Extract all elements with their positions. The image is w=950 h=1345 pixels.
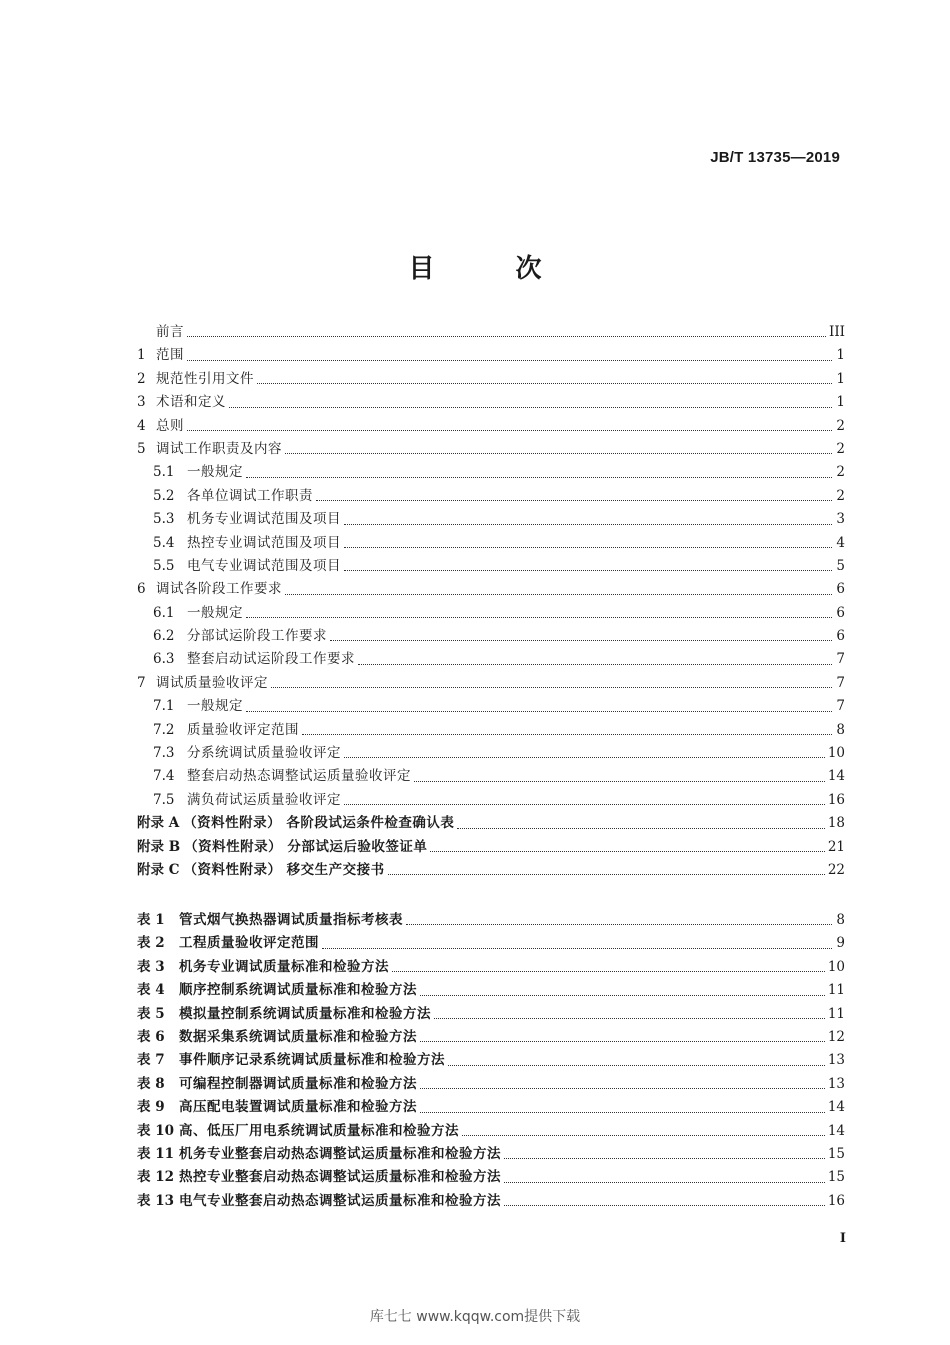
- entry-number: 5.1: [153, 464, 175, 481]
- entry-number: 7: [137, 674, 146, 691]
- table-of-contents: [137, 321, 845, 882]
- entry-title: 热控专业调试范围及项目: [187, 534, 341, 551]
- entry-title: 整套启动热态调整试运质量验收评定: [187, 768, 411, 785]
- dot-leader: [246, 477, 832, 478]
- entry-title: 前言: [156, 324, 184, 340]
- toc-entry[interactable]: [137, 602, 845, 625]
- entry-title: 术语和定义: [156, 394, 226, 411]
- dot-leader: [448, 1065, 825, 1066]
- entry-number: 2: [137, 370, 146, 387]
- entry-page-number: 12: [827, 1028, 845, 1045]
- entry-title: 电气专业整套启动热态调整试运质量标准和检验方法: [179, 1192, 501, 1209]
- entry-page-number: 7: [836, 651, 845, 668]
- table-entry[interactable]: [137, 979, 845, 1002]
- toc-entry[interactable]: [137, 625, 845, 648]
- entry-number: 5.3: [153, 511, 175, 528]
- entry-page-number: 5: [836, 557, 845, 574]
- entry-title: 机务专业调试范围及项目: [187, 511, 341, 528]
- table-entry[interactable]: [137, 1120, 845, 1143]
- entry-number: 表 6: [137, 1028, 165, 1045]
- toc-entry[interactable]: [137, 812, 845, 835]
- dot-leader: [430, 851, 824, 852]
- entry-number: 5: [137, 440, 146, 457]
- entry-number: 7.4: [153, 768, 175, 785]
- entry-page-number: 9: [836, 935, 845, 952]
- entry-page-number: 8: [836, 721, 845, 738]
- entry-number: 6.3: [153, 651, 175, 668]
- dot-leader: [246, 617, 832, 618]
- dot-leader: [392, 971, 825, 972]
- toc-entry[interactable]: [137, 859, 845, 882]
- entry-title: 一般规定: [187, 698, 243, 715]
- entry-page-number: III: [829, 324, 845, 340]
- entry-page-number: 21: [827, 838, 845, 855]
- entry-number: 表 3: [137, 958, 165, 975]
- entry-title: 工程质量验收评定范围: [179, 935, 319, 952]
- toc-entry[interactable]: [137, 532, 845, 555]
- entry-page-number: 2: [836, 417, 845, 434]
- entry-page-number: 1: [836, 347, 845, 364]
- dot-leader: [344, 804, 825, 805]
- entry-page-number: 7: [836, 698, 845, 715]
- table-entry[interactable]: [137, 1190, 845, 1213]
- entry-number: 表 7: [137, 1052, 165, 1069]
- entry-number: 表 2: [137, 935, 165, 952]
- entry-title: 调试工作职责及内容: [156, 440, 282, 457]
- entry-page-number: 4: [836, 534, 845, 551]
- entry-number: 表 9: [137, 1099, 165, 1116]
- toc-entry[interactable]: [137, 485, 845, 508]
- entry-title: 高、低压厂用电系统调试质量标准和检验方法: [179, 1122, 459, 1139]
- entry-page-number: 6: [836, 581, 845, 598]
- table-entry[interactable]: [137, 1166, 845, 1189]
- dot-leader: [420, 1112, 825, 1113]
- table-entry[interactable]: [137, 1096, 845, 1119]
- entry-page-number: 14: [827, 768, 845, 785]
- dot-leader: [187, 336, 826, 337]
- entry-page-number: 8: [836, 912, 845, 928]
- table-entry[interactable]: [137, 1143, 845, 1166]
- toc-entry[interactable]: [137, 368, 845, 391]
- entry-number: 5.5: [153, 557, 175, 574]
- entry-number: 表 11: [137, 1145, 174, 1162]
- dot-leader: [302, 734, 832, 735]
- dot-leader: [344, 757, 825, 758]
- dot-leader: [344, 524, 832, 525]
- entry-page-number: 18: [827, 815, 845, 832]
- entry-page-number: 16: [827, 791, 845, 808]
- entry-page-number: 11: [827, 1005, 845, 1022]
- entry-page-number: 10: [827, 958, 845, 975]
- dot-leader: [187, 360, 832, 361]
- dot-leader: [420, 1088, 825, 1089]
- entry-number: 6: [137, 581, 146, 598]
- entry-page-number: 14: [827, 1122, 845, 1139]
- dot-leader: [457, 828, 824, 829]
- dot-leader: [322, 948, 832, 949]
- table-entry[interactable]: [137, 1049, 845, 1072]
- entry-title: 机务专业调试质量标准和检验方法: [179, 958, 389, 975]
- dot-leader: [504, 1158, 825, 1159]
- toc-entry[interactable]: [137, 344, 845, 367]
- entry-page-number: 2: [836, 464, 845, 481]
- entry-page-number: 16: [827, 1192, 845, 1209]
- dot-leader: [229, 407, 832, 408]
- entry-page-number: 13: [827, 1075, 845, 1092]
- dot-leader: [257, 383, 832, 384]
- toc-entry[interactable]: [137, 672, 845, 695]
- entry-title: 高压配电装置调试质量标准和检验方法: [179, 1099, 417, 1116]
- entry-title: 整套启动试运阶段工作要求: [187, 651, 355, 668]
- dot-leader: [344, 570, 832, 571]
- entry-page-number: 6: [836, 604, 845, 621]
- entry-title: 调试各阶段工作要求: [156, 581, 282, 598]
- entry-title: 一般规定: [187, 464, 243, 481]
- toc-entry[interactable]: [137, 321, 845, 344]
- dot-leader: [344, 547, 832, 548]
- entry-number: 5.4: [153, 534, 175, 551]
- page-number: I: [839, 1231, 846, 1246]
- entry-number: 附录 C: [137, 861, 180, 878]
- entry-title: 一般规定: [187, 604, 243, 621]
- standard-code: JB/T 13735—2019: [710, 149, 840, 166]
- dot-leader: [462, 1135, 825, 1136]
- entry-page-number: 11: [827, 982, 845, 999]
- entry-number: 7.5: [153, 791, 175, 808]
- dot-leader: [187, 430, 832, 431]
- entry-number: 表 10: [137, 1122, 174, 1139]
- table-entry[interactable]: [137, 956, 845, 979]
- entry-number: 7.2: [153, 721, 175, 738]
- entry-title: 可编程控制器调试质量标准和检验方法: [179, 1075, 417, 1092]
- entry-title: 事件顺序记录系统调试质量标准和检验方法: [179, 1052, 445, 1069]
- toc-entry[interactable]: [137, 508, 845, 531]
- entry-number: 表 1: [137, 912, 165, 928]
- table-entry[interactable]: [137, 932, 845, 955]
- dot-leader: [504, 1182, 825, 1183]
- entry-title: （资料性附录） 分部试运后验收签证单: [184, 838, 428, 855]
- list-of-tables: [137, 909, 845, 1213]
- entry-number: 7.1: [153, 698, 175, 715]
- entry-title: 满负荷试运质量验收评定: [187, 791, 341, 808]
- dot-leader: [246, 711, 832, 712]
- table-entry[interactable]: [137, 1073, 845, 1096]
- toc-entry[interactable]: [137, 695, 845, 718]
- download-footer: 库七七 www.kqqw.com提供下载: [369, 1309, 581, 1325]
- entry-number: 1: [137, 347, 146, 364]
- dot-leader: [271, 687, 832, 688]
- entry-number: 附录 B: [137, 838, 181, 855]
- entry-page-number: 6: [836, 628, 845, 645]
- dot-leader: [406, 924, 832, 925]
- entry-page-number: 1: [836, 394, 845, 411]
- table-entry[interactable]: [137, 1026, 845, 1049]
- entry-number: 表 5: [137, 1005, 165, 1022]
- entry-title: 总则: [156, 417, 184, 434]
- entry-number: 表 12: [137, 1169, 174, 1186]
- entry-title: 管式烟气换热器调试质量指标考核表: [179, 912, 403, 928]
- dot-leader: [420, 995, 825, 996]
- page-title: 目 次: [408, 254, 578, 284]
- entry-title: （资料性附录） 移交生产交接书: [183, 861, 385, 878]
- entry-page-number: 2: [836, 487, 845, 504]
- dot-leader: [358, 664, 832, 665]
- entry-page-number: 22: [827, 861, 845, 878]
- toc-entry[interactable]: [137, 789, 845, 812]
- entry-title: 数据采集系统调试质量标准和检验方法: [179, 1028, 417, 1045]
- entry-number: 3: [137, 394, 146, 411]
- entry-number: 4: [137, 417, 146, 434]
- table-entry[interactable]: [137, 1003, 845, 1026]
- toc-entry[interactable]: [137, 578, 845, 601]
- entry-title: 热控专业整套启动热态调整试运质量标准和检验方法: [179, 1169, 501, 1186]
- entry-number: 6.1: [153, 604, 175, 621]
- entry-title: 模拟量控制系统调试质量标准和检验方法: [179, 1005, 431, 1022]
- entry-page-number: 15: [827, 1169, 845, 1186]
- entry-page-number: 13: [827, 1052, 845, 1069]
- dot-leader: [504, 1205, 825, 1206]
- entry-title: 顺序控制系统调试质量标准和检验方法: [179, 982, 417, 999]
- dot-leader: [434, 1018, 825, 1019]
- entry-title: 机务专业整套启动热态调整试运质量标准和检验方法: [179, 1145, 501, 1162]
- entry-number: 表 8: [137, 1075, 165, 1092]
- entry-title: 分系统调试质量验收评定: [187, 745, 341, 762]
- entry-title: 调试质量验收评定: [156, 674, 268, 691]
- toc-entry[interactable]: [137, 648, 845, 671]
- entry-number: 7.3: [153, 745, 175, 762]
- dot-leader: [414, 781, 825, 782]
- dot-leader: [388, 874, 825, 875]
- entry-title: 各单位调试工作职责: [187, 487, 313, 504]
- entry-title: （资料性附录） 各阶段试运条件检查确认表: [183, 815, 455, 832]
- entry-number: 5.2: [153, 487, 175, 504]
- entry-title: 范围: [156, 347, 184, 364]
- entry-number: 表 13: [137, 1192, 174, 1209]
- dot-leader: [330, 640, 832, 641]
- toc-entry[interactable]: [137, 765, 845, 788]
- entry-title: 分部试运阶段工作要求: [187, 628, 327, 645]
- table-entry[interactable]: [137, 909, 845, 932]
- entry-page-number: 15: [827, 1145, 845, 1162]
- dot-leader: [316, 500, 832, 501]
- toc-entry[interactable]: [137, 555, 845, 578]
- dot-leader: [285, 594, 832, 595]
- entry-title: 规范性引用文件: [156, 370, 254, 387]
- entry-number: 表 4: [137, 982, 165, 999]
- toc-entry[interactable]: [137, 461, 845, 484]
- toc-entry[interactable]: [137, 391, 845, 414]
- dot-leader: [420, 1041, 825, 1042]
- entry-page-number: 2: [836, 440, 845, 457]
- entry-number: 6.2: [153, 628, 175, 645]
- toc-entry[interactable]: [137, 719, 845, 742]
- entry-page-number: 1: [836, 370, 845, 387]
- entry-number: 附录 A: [137, 815, 180, 832]
- entry-title: 质量验收评定范围: [187, 721, 299, 738]
- entry-page-number: 3: [836, 511, 845, 528]
- entry-page-number: 7: [836, 674, 845, 691]
- dot-leader: [285, 453, 832, 454]
- entry-title: 电气专业调试范围及项目: [187, 557, 341, 574]
- toc-entry[interactable]: [137, 742, 845, 765]
- toc-entry[interactable]: [137, 438, 845, 461]
- toc-entry[interactable]: [137, 836, 845, 859]
- entry-page-number: 14: [827, 1099, 845, 1116]
- toc-entry[interactable]: [137, 415, 845, 438]
- entry-page-number: 10: [827, 745, 845, 762]
